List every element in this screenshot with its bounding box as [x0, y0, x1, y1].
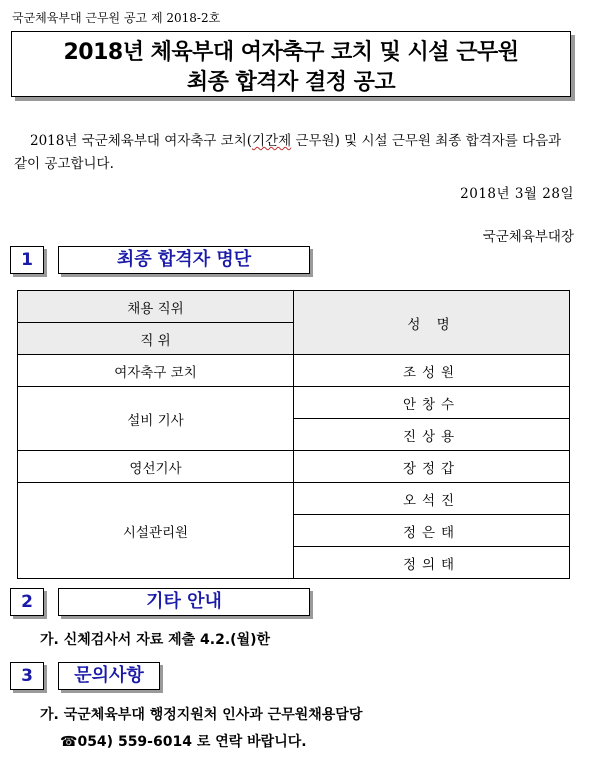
issuer: 국군체육부대장	[482, 229, 574, 245]
name-cell: 진상용	[294, 419, 570, 451]
position-cell: 시설관리원	[18, 483, 294, 579]
table-row	[18, 387, 570, 419]
header-position-bottom: 직 위	[18, 323, 294, 355]
section-1-number: 1	[10, 246, 44, 274]
section-2-number: 2	[10, 588, 44, 616]
name-cell: 장정갑	[294, 451, 570, 483]
intro-underlined-word: 기간제	[252, 133, 292, 149]
name-cell: 조성원	[294, 355, 570, 387]
section-1-title: 최종 합격자 명단	[58, 246, 310, 274]
table-row	[18, 451, 570, 483]
page-subtitle: 최종 합격자 결정 공고	[186, 70, 396, 95]
notice-item: 가. 신체검사서 자료 제출 4.2.(월)한	[40, 632, 271, 648]
name-cell: 정의태	[294, 547, 570, 579]
intro-text-1: 2018년 국군체육부대 여자축구 코치(	[30, 133, 253, 149]
intro-text-2: 근무원) 및 시설 근무원 최종 합격자를 다음과 같이 공고합니다.	[14, 133, 562, 172]
telephone-icon: ☎	[60, 734, 78, 750]
position-cell: 영선기사	[18, 451, 294, 483]
header-position-top: 채용 직위	[18, 291, 294, 323]
title-box	[11, 31, 571, 97]
section-3-number: 3	[10, 662, 44, 690]
announcement-date: 2018년 3월 28일	[460, 186, 574, 202]
section-3-title: 문의사항	[58, 662, 160, 690]
phone-text: 054) 559-6014 로 연락 바랍니다.	[77, 734, 307, 750]
page-title: 2018년 체육부대 여자축구 코치 및 시설 근무원	[63, 40, 519, 65]
name-cell: 정은태	[294, 515, 570, 547]
section-2-title: 기타 안내	[58, 588, 310, 616]
table-row	[18, 483, 570, 515]
name-cell: 안창수	[294, 387, 570, 419]
intro-paragraph	[14, 130, 574, 176]
contact-item: 가. 국군체육부대 행정지원처 인사과 근무원채용담당	[40, 707, 363, 723]
document-number: 국군체육부대 근무원 공고 제 2018-2호	[12, 11, 221, 25]
name-cell: 오석진	[294, 483, 570, 515]
position-cell: 설비 기사	[18, 387, 294, 451]
contact-phone-line	[60, 731, 307, 751]
header-name: 성 명	[294, 291, 570, 355]
roster-table	[17, 290, 570, 579]
position-cell: 여자축구 코치	[18, 355, 294, 387]
table-row	[18, 355, 570, 387]
